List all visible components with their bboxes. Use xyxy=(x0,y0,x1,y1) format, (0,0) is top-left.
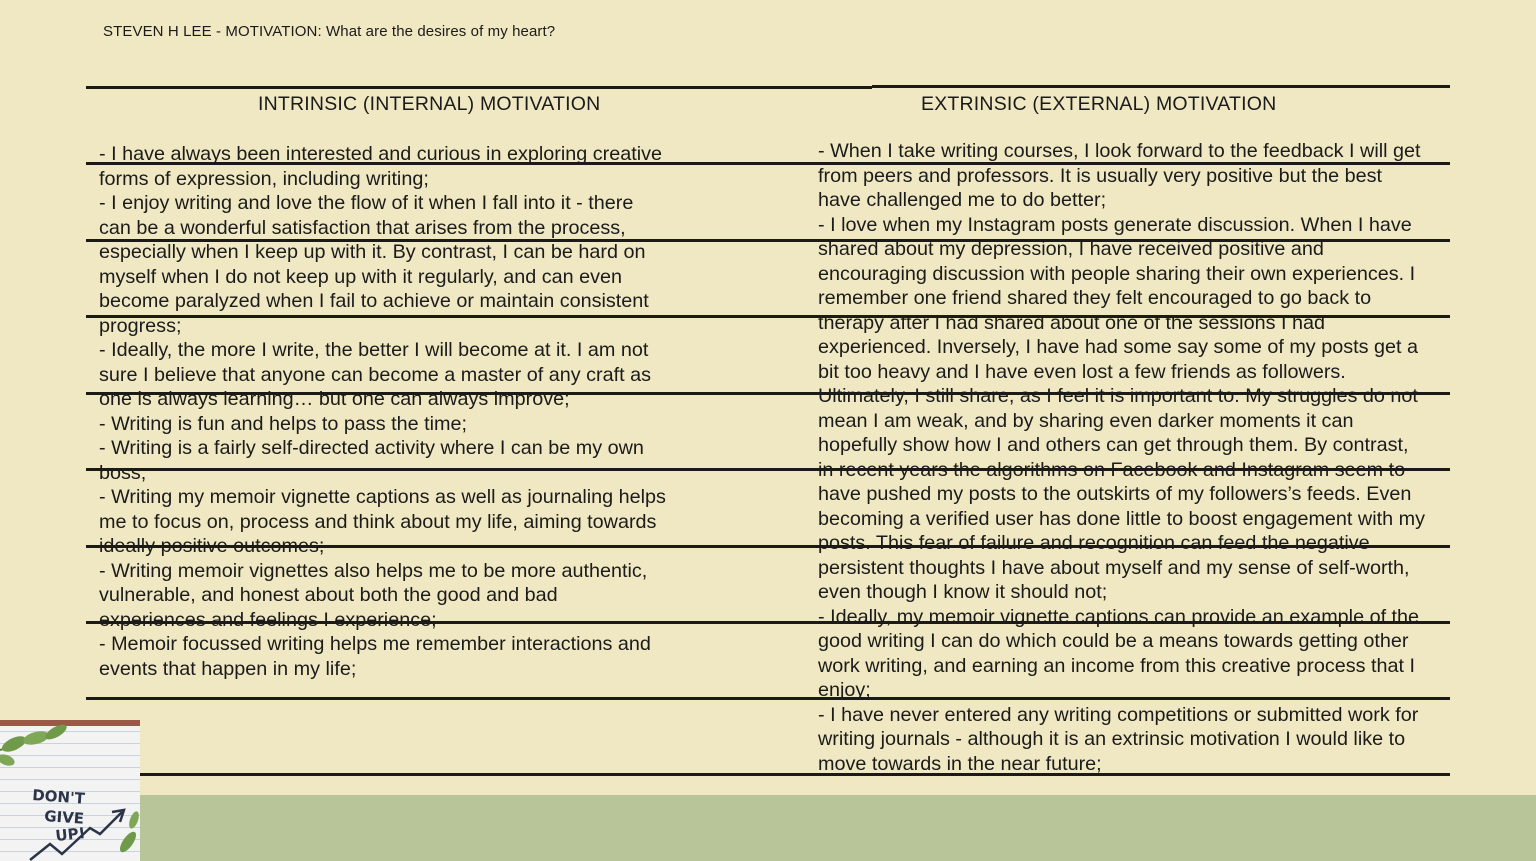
intrinsic-list xyxy=(99,142,666,681)
text-line: especially when I keep up with it. By contrast, I can be hard on xyxy=(99,241,646,263)
text-line: move towards in the near future; xyxy=(818,752,1102,775)
text-line: - Memoir focussed writing helps me remember interactions and xyxy=(99,633,651,655)
text-line: me to focus on, process and think about my life, aiming towards xyxy=(99,510,657,533)
text-line: events that happen in my life; xyxy=(99,657,357,680)
extrinsic-heading: EXTRINSIC (EXTERNAL) MOTIVATION xyxy=(921,93,1277,115)
text-line: experiences and feelings I experience; xyxy=(99,608,437,631)
text-line: ideally positive outcomes; xyxy=(99,535,325,557)
text-line: writing journals - although it is an extrinsic motivation I would like to xyxy=(818,728,1406,750)
text-line: vulnerable, and honest about both the good and bad xyxy=(99,584,558,606)
text-line: - Ideally, the more I write, the better I will become at it. I am not xyxy=(99,339,649,361)
text-line: therapy after I had shared about one of the sessions I had xyxy=(818,311,1325,334)
table-rule xyxy=(86,86,872,89)
extrinsic-list xyxy=(818,139,1425,776)
table-rule xyxy=(872,85,1450,88)
text-line: in recent years the algorithms on Facebook and Instagram seem to xyxy=(818,458,1406,481)
text-line: - I have always been interested and curious in exploring creative xyxy=(99,143,662,165)
text-line: remember one friend shared they felt encouraged to go back to xyxy=(818,287,1372,309)
text-line: - I have never entered any writing competitions or submitted work for xyxy=(818,703,1419,726)
note-text-line: UP! xyxy=(54,823,87,845)
text-line: shared about my depression, I have received positive and xyxy=(818,238,1324,260)
text-line: enjoy; xyxy=(818,679,871,701)
text-line: - Writing is a fairly self-directed activity where I can be my own xyxy=(99,437,644,459)
note-text-line: DON'T xyxy=(31,786,86,808)
text-line: have pushed my posts to the outskirts of my followers’s feeds. Even xyxy=(818,483,1412,505)
text-line: have challenged me to do better; xyxy=(818,189,1107,211)
text-line: - Ideally, my memoir vignette captions can provide an example of the xyxy=(818,605,1420,628)
text-line: Ultimately, I still share, as I feel it is important to. My struggles do not xyxy=(818,385,1418,407)
text-line: good writing I can do which could be a means towards getting other xyxy=(818,630,1409,652)
text-line: persistent thoughts I have about myself and my sense of self-worth, xyxy=(818,556,1410,579)
text-line: experienced. Inversely, I have had some say some of my posts get a xyxy=(818,336,1418,358)
text-line: encouraging discussion with people sharing their own experiences. I xyxy=(818,262,1416,285)
text-line: - I enjoy writing and love the flow of it when I fall into it - there xyxy=(99,192,634,214)
text-line: sure I believe that anyone can become a master of any craft as xyxy=(99,363,651,386)
note-illustration xyxy=(0,720,140,861)
text-line: - Writing is fun and helps to pass the time; xyxy=(99,412,467,435)
dont-give-up-note xyxy=(0,720,140,861)
text-line: forms of expression, including writing; xyxy=(99,167,429,190)
text-line: - Writing memoir vignettes also helps me to be more authentic, xyxy=(99,559,648,582)
text-line: can be a wonderful satisfaction that arises from the process, xyxy=(99,216,626,239)
footer-band xyxy=(0,795,1536,861)
text-line: progress; xyxy=(99,314,182,337)
text-line: become paralyzed when I fail to achieve or maintain consistent xyxy=(99,290,649,312)
text-line: hopefully show how I and others can get through them. By contrast, xyxy=(818,434,1409,456)
text-line: myself when I do not keep up with it regularly, and can even xyxy=(99,265,623,288)
text-line: one is always learning… but one can always improve; xyxy=(99,388,570,410)
page-title: STEVEN H LEE - MOTIVATION: What are the desires of my heart? xyxy=(103,23,556,40)
text-line: becoming a verified user has done little to boost engagement with my xyxy=(818,507,1425,530)
leaf-branch-icon xyxy=(0,722,69,768)
text-line: posts. This fear of failure and recognition can feed the negative xyxy=(818,532,1370,554)
text-line: - I love when my Instagram posts generate discussion. When I have xyxy=(818,213,1412,236)
note-text-line: GIVE xyxy=(43,807,85,828)
text-line: boss; xyxy=(99,461,147,484)
intrinsic-heading: INTRINSIC (INTERNAL) MOTIVATION xyxy=(258,93,601,115)
text-line: from peers and professors. It is usually very positive but the best xyxy=(818,164,1383,187)
text-line: mean I am weak, and by sharing even darker moments it can xyxy=(818,409,1354,432)
text-line: work writing, and earning an income from this creative process that I xyxy=(818,654,1416,677)
text-line: - Writing my memoir vignette captions as well as journaling helps xyxy=(99,486,666,508)
text-line: - When I take writing courses, I look forward to the feedback I will get xyxy=(818,140,1421,162)
text-line: bit too heavy and I have even lost a few friends as followers. xyxy=(818,360,1346,383)
text-line: even though I know it should not; xyxy=(818,581,1108,603)
